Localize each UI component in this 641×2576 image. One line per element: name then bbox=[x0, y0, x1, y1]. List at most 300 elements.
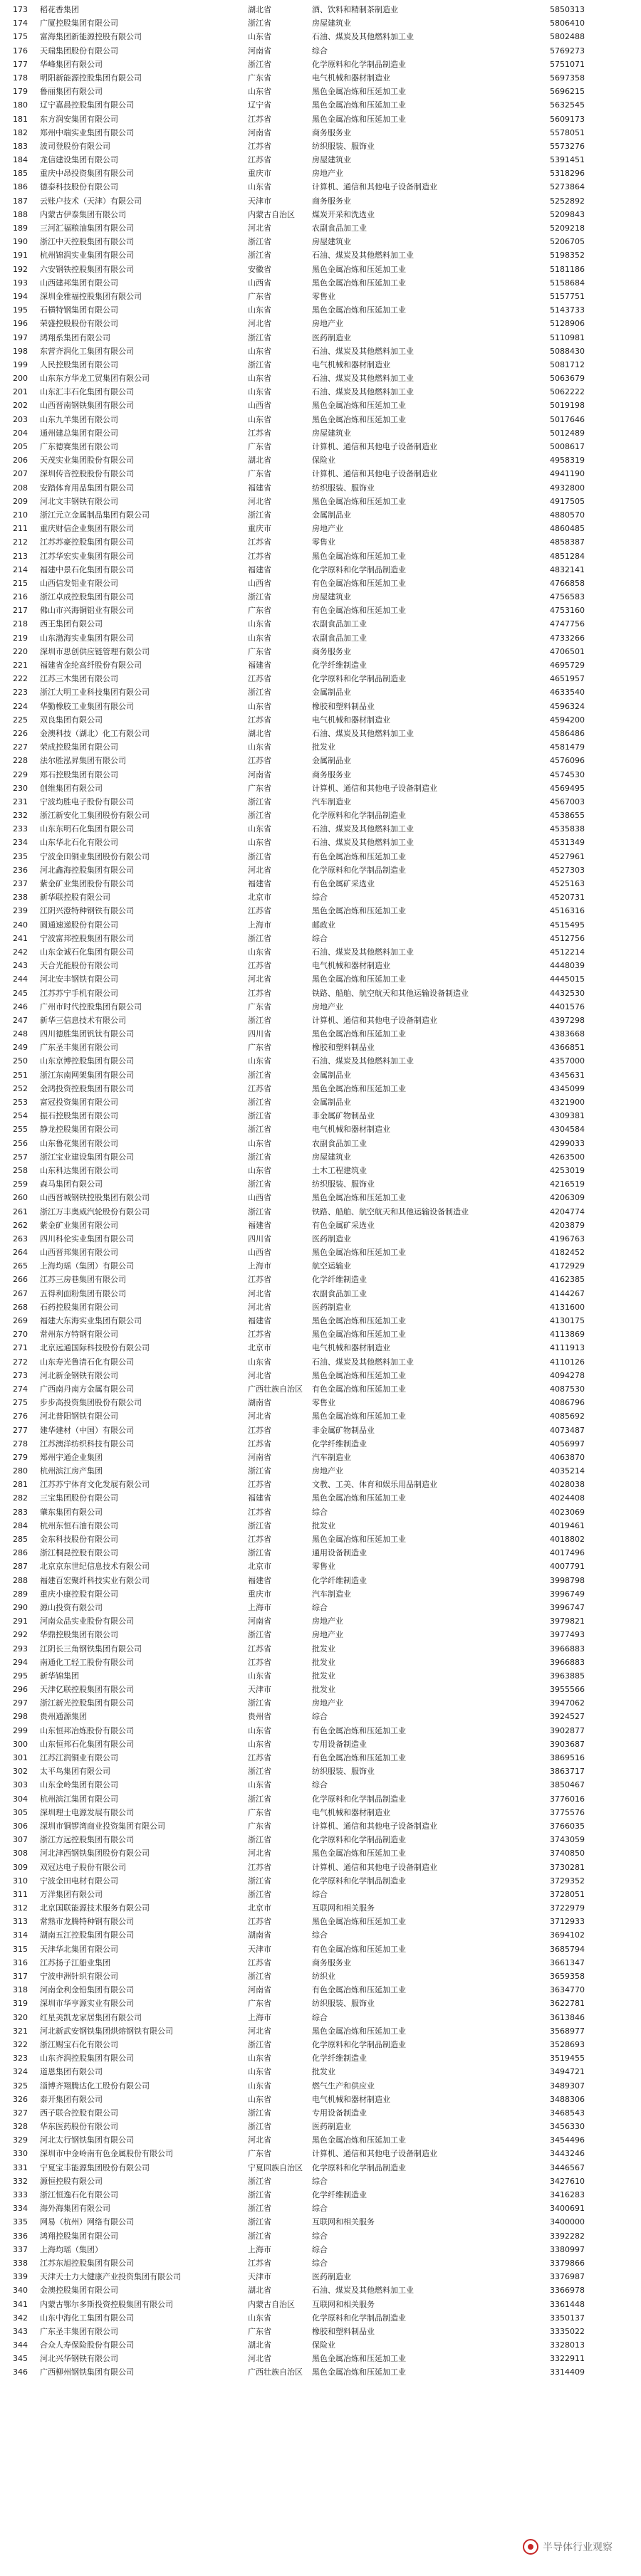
rank-cell: 292 bbox=[13, 1630, 28, 1640]
industry-cell: 黑色金属冶炼和压延加工业 bbox=[312, 305, 406, 315]
table-row bbox=[13, 1587, 630, 1601]
rank-cell: 326 bbox=[13, 2094, 28, 2104]
table-row bbox=[13, 2256, 630, 2270]
company-name-cell: 东营齐润化工集团有限公司 bbox=[40, 346, 134, 356]
province-cell: 浙江省 bbox=[248, 1698, 271, 1708]
rank-cell: 233 bbox=[13, 824, 28, 834]
province-cell: 山东省 bbox=[248, 414, 271, 424]
revenue-cell: 5209843 bbox=[550, 209, 585, 219]
industry-cell: 农副食品加工业 bbox=[312, 1138, 367, 1148]
table-row bbox=[13, 1082, 630, 1095]
revenue-cell: 4520731 bbox=[550, 893, 585, 903]
province-cell: 山西省 bbox=[248, 401, 271, 411]
rank-cell: 262 bbox=[13, 1220, 28, 1230]
table-row bbox=[13, 1915, 630, 1928]
industry-cell: 纺织服装、服饰业 bbox=[312, 141, 375, 151]
industry-cell: 有色金属冶炼和压延加工业 bbox=[312, 578, 406, 588]
rank-cell: 185 bbox=[13, 169, 28, 179]
industry-cell: 煤炭开采和洗选业 bbox=[312, 209, 375, 219]
table-row bbox=[13, 2188, 630, 2202]
company-name-cell: 河北新金钢铁有限公司 bbox=[40, 1370, 118, 1380]
rank-cell: 196 bbox=[13, 319, 28, 329]
company-name-cell: 深圳市铜锣湾商业投资集团有限公司 bbox=[40, 1821, 165, 1831]
table-row bbox=[13, 1314, 630, 1328]
province-cell: 浙江省 bbox=[248, 1125, 271, 1135]
industry-cell: 商务服务业 bbox=[312, 1957, 351, 1967]
table-row bbox=[13, 1409, 630, 1423]
company-name-cell: 杭州滨江集团有限公司 bbox=[40, 1794, 118, 1804]
company-name-cell: 江苏三房巷集团有限公司 bbox=[40, 1275, 126, 1285]
province-cell: 山东省 bbox=[248, 1671, 271, 1681]
table-row bbox=[13, 1928, 630, 1942]
industry-cell: 土木工程建筑业 bbox=[312, 1165, 367, 1175]
table-row bbox=[13, 248, 630, 262]
province-cell: 山西省 bbox=[248, 1193, 271, 1203]
table-row bbox=[13, 1137, 630, 1150]
province-cell: 河北省 bbox=[248, 1411, 271, 1421]
revenue-cell: 5609173 bbox=[550, 114, 585, 124]
company-name-cell: 福建大东海实业集团有限公司 bbox=[40, 1316, 142, 1325]
revenue-cell: 4860485 bbox=[550, 524, 585, 534]
company-name-cell: 静龙控股集团有限公司 bbox=[40, 1125, 118, 1135]
company-name-cell: 浙江赐宝石化有限公司 bbox=[40, 2039, 118, 2049]
company-name-cell: 河北太行钢铁集团有限公司 bbox=[40, 2135, 134, 2145]
company-name-cell: 深圳金雅福控股集团有限公司 bbox=[40, 291, 142, 301]
company-name-cell: 山东科达集团有限公司 bbox=[40, 1165, 118, 1175]
table-row bbox=[13, 754, 630, 767]
rank-cell: 287 bbox=[13, 1562, 28, 1572]
company-name-cell: 山西信发铝业有限公司 bbox=[40, 578, 118, 588]
province-cell: 河北省 bbox=[248, 2135, 271, 2145]
rank-cell: 335 bbox=[13, 2217, 28, 2227]
table-row bbox=[13, 890, 630, 904]
industry-cell: 电气机械和器材制造业 bbox=[312, 961, 390, 971]
province-cell: 江苏省 bbox=[248, 1535, 271, 1544]
company-name-cell: 浙江桐昆控股有限公司 bbox=[40, 1548, 118, 1558]
industry-cell: 纺织服装、服饰业 bbox=[312, 1767, 375, 1777]
rank-cell: 236 bbox=[13, 865, 28, 875]
company-name-cell: 淄博齐翔腾达化工股份有限公司 bbox=[40, 2081, 150, 2091]
company-name-cell: 山东京博控股集团有限公司 bbox=[40, 1056, 134, 1066]
revenue-cell: 4586486 bbox=[550, 728, 585, 738]
rank-cell: 295 bbox=[13, 1671, 28, 1681]
revenue-cell: 4445015 bbox=[550, 974, 585, 984]
revenue-cell: 4706501 bbox=[550, 646, 585, 656]
rank-cell: 309 bbox=[13, 1862, 28, 1872]
company-name-cell: 河北津西钢铁集团股份有限公司 bbox=[40, 1849, 150, 1859]
revenue-cell: 4131600 bbox=[550, 1302, 585, 1312]
company-name-cell: 万洋集团有限公司 bbox=[40, 1889, 103, 1899]
industry-cell: 综合 bbox=[312, 1507, 328, 1517]
table-row bbox=[13, 1205, 630, 1219]
rank-cell: 182 bbox=[13, 127, 28, 137]
province-cell: 福建省 bbox=[248, 879, 271, 888]
table-row bbox=[13, 194, 630, 208]
industry-cell: 电气机械和器材制造业 bbox=[312, 73, 390, 83]
table-row bbox=[13, 685, 630, 699]
table-row bbox=[13, 2298, 630, 2311]
rank-cell: 204 bbox=[13, 428, 28, 438]
province-cell: 天津市 bbox=[248, 196, 271, 206]
revenue-cell: 3863717 bbox=[550, 1767, 585, 1777]
province-cell: 湖北省 bbox=[248, 2340, 271, 2350]
revenue-cell: 3998798 bbox=[550, 1575, 585, 1585]
rank-cell: 297 bbox=[13, 1698, 28, 1708]
rank-cell: 325 bbox=[13, 2081, 28, 2091]
industry-cell: 纺织服装、服饰业 bbox=[312, 1999, 375, 2009]
province-cell: 广东省 bbox=[248, 1002, 271, 1011]
table-row bbox=[13, 413, 630, 426]
revenue-cell: 5157751 bbox=[550, 291, 585, 301]
industry-cell: 石油、煤炭及其他燃料加工业 bbox=[312, 824, 414, 834]
company-name-cell: 宁波金田电材有限公司 bbox=[40, 1876, 118, 1886]
industry-cell: 房地产业 bbox=[312, 1616, 343, 1626]
company-name-cell: 重庆财信企业集团有限公司 bbox=[40, 524, 134, 534]
company-name-cell: 泰开集团有限公司 bbox=[40, 2094, 103, 2104]
company-name-cell: 江苏苏宁手机有限公司 bbox=[40, 988, 118, 998]
table-row bbox=[13, 1696, 630, 1710]
industry-cell: 石油、煤炭及其他燃料加工业 bbox=[312, 1357, 414, 1367]
industry-cell: 房地产业 bbox=[312, 1698, 343, 1708]
table-row bbox=[13, 863, 630, 877]
industry-cell: 橡胶和塑料制品业 bbox=[312, 2326, 375, 2336]
rank-cell: 334 bbox=[13, 2204, 28, 2214]
table-row bbox=[13, 2365, 630, 2379]
revenue-cell: 5012489 bbox=[550, 428, 585, 438]
province-cell: 上海市 bbox=[248, 2244, 271, 2254]
table-row bbox=[13, 1164, 630, 1177]
table-row bbox=[13, 577, 630, 590]
province-cell: 浙江省 bbox=[248, 592, 271, 602]
company-name-cell: 江苏澳洋纺织科技有限公司 bbox=[40, 1439, 134, 1449]
revenue-cell: 4527303 bbox=[550, 865, 585, 875]
table-row bbox=[13, 2161, 630, 2175]
industry-cell: 专用设备制造业 bbox=[312, 1739, 367, 1749]
province-cell: 浙江省 bbox=[248, 1767, 271, 1777]
revenue-cell: 4596324 bbox=[550, 701, 585, 711]
table-row bbox=[13, 822, 630, 836]
table-row bbox=[13, 1819, 630, 1833]
table-row bbox=[13, 44, 630, 58]
table-row bbox=[13, 1287, 630, 1300]
company-name-cell: 广厦控股集团有限公司 bbox=[40, 19, 118, 28]
province-cell: 山东省 bbox=[248, 32, 271, 42]
industry-cell: 金属制品业 bbox=[312, 1070, 351, 1080]
company-name-cell: 华勤橡胶工业集团有限公司 bbox=[40, 701, 134, 711]
rank-cell: 243 bbox=[13, 961, 28, 971]
rank-cell: 305 bbox=[13, 1807, 28, 1817]
industry-cell: 黑色金属冶炼和压延加工业 bbox=[312, 1849, 406, 1859]
table-row bbox=[13, 508, 630, 522]
revenue-cell: 4017496 bbox=[550, 1548, 585, 1558]
company-name-cell: 新华三信息技术有限公司 bbox=[40, 1015, 126, 1025]
table-row bbox=[13, 1642, 630, 1656]
table-row bbox=[13, 1150, 630, 1164]
revenue-cell: 4130175 bbox=[550, 1316, 585, 1325]
rank-cell: 214 bbox=[13, 564, 28, 574]
industry-cell: 综合 bbox=[312, 1602, 328, 1612]
province-cell: 辽宁省 bbox=[248, 100, 271, 110]
company-name-cell: 天津华北集团有限公司 bbox=[40, 1944, 118, 1954]
industry-cell: 房屋建筑业 bbox=[312, 428, 351, 438]
province-cell: 山东省 bbox=[248, 742, 271, 752]
rank-cell: 273 bbox=[13, 1370, 28, 1380]
rank-cell: 318 bbox=[13, 1985, 28, 1995]
province-cell: 山东省 bbox=[248, 947, 271, 957]
province-cell: 北京市 bbox=[248, 893, 271, 903]
company-name-cell: 法尔胜泓昇集团有限公司 bbox=[40, 756, 126, 766]
company-name-cell: 贵州通源集团 bbox=[40, 1712, 87, 1722]
table-row bbox=[13, 1901, 630, 1915]
table-row bbox=[13, 276, 630, 290]
revenue-cell: 3361448 bbox=[550, 2299, 585, 2309]
revenue-cell: 4024408 bbox=[550, 1493, 585, 1503]
revenue-cell: 3335022 bbox=[550, 2326, 585, 2336]
table-row bbox=[13, 2038, 630, 2051]
province-cell: 山东省 bbox=[248, 2081, 271, 2091]
province-cell: 福建省 bbox=[248, 1575, 271, 1585]
revenue-cell: 4304584 bbox=[550, 1125, 585, 1135]
industry-cell: 有色金属冶炼和压延加工业 bbox=[312, 1725, 406, 1735]
revenue-cell: 3996749 bbox=[550, 1589, 585, 1599]
revenue-cell: 5391451 bbox=[550, 155, 585, 165]
province-cell: 福建省 bbox=[248, 564, 271, 574]
revenue-cell: 5318296 bbox=[550, 169, 585, 179]
table-row bbox=[13, 1970, 630, 1983]
company-name-cell: 浙江东南网架集团有限公司 bbox=[40, 1070, 134, 1080]
revenue-cell: 5806410 bbox=[550, 19, 585, 28]
industry-cell: 铁路、船舶、航空航天和其他运输设备制造业 bbox=[312, 988, 469, 998]
province-cell: 福建省 bbox=[248, 1493, 271, 1503]
rank-cell: 338 bbox=[13, 2258, 28, 2268]
company-name-cell: 山东恒邦冶炼股份有限公司 bbox=[40, 1725, 134, 1735]
province-cell: 江苏省 bbox=[248, 551, 271, 561]
rank-cell: 268 bbox=[13, 1302, 28, 1312]
rank-cell: 178 bbox=[13, 73, 28, 83]
industry-cell: 橡胶和塑料制品业 bbox=[312, 701, 375, 711]
province-cell: 浙江省 bbox=[248, 1835, 271, 1845]
province-cell: 江苏省 bbox=[248, 537, 271, 547]
table-row bbox=[13, 58, 630, 71]
province-cell: 江苏省 bbox=[248, 1657, 271, 1667]
industry-cell: 黑色金属冶炼和压延加工业 bbox=[312, 278, 406, 288]
province-cell: 江苏省 bbox=[248, 1862, 271, 1872]
province-cell: 河北省 bbox=[248, 865, 271, 875]
revenue-cell: 3685794 bbox=[550, 1944, 585, 1954]
province-cell: 广西壮族自治区 bbox=[248, 2367, 303, 2377]
industry-cell: 批发业 bbox=[312, 742, 335, 752]
table-row bbox=[13, 1491, 630, 1505]
province-cell: 浙江省 bbox=[248, 1794, 271, 1804]
province-cell: 浙江省 bbox=[248, 237, 271, 247]
company-name-cell: 通州建总集团有限公司 bbox=[40, 428, 118, 438]
industry-cell: 零售业 bbox=[312, 1562, 335, 1572]
province-cell: 安徽省 bbox=[248, 264, 271, 274]
company-name-cell: 重庆小康控股有限公司 bbox=[40, 1589, 118, 1599]
industry-cell: 综合 bbox=[312, 1889, 328, 1899]
province-cell: 江苏省 bbox=[248, 1439, 271, 1449]
revenue-cell: 4535838 bbox=[550, 824, 585, 834]
table-row bbox=[13, 3, 630, 16]
province-cell: 内蒙古自治区 bbox=[248, 2299, 295, 2309]
rank-cell: 188 bbox=[13, 209, 28, 219]
province-cell: 江苏省 bbox=[248, 114, 271, 124]
revenue-cell: 4527961 bbox=[550, 851, 585, 861]
rank-cell: 255 bbox=[13, 1125, 28, 1135]
industry-cell: 计算机、通信和其他电子设备制造业 bbox=[312, 442, 437, 451]
company-name-cell: 德泰科技股份有限公司 bbox=[40, 182, 118, 192]
revenue-cell: 5578051 bbox=[550, 127, 585, 137]
province-cell: 河南省 bbox=[248, 46, 271, 56]
table-row bbox=[13, 850, 630, 863]
company-name-cell: 东方润安集团有限公司 bbox=[40, 114, 118, 124]
table-row bbox=[13, 1560, 630, 1573]
rank-cell: 277 bbox=[13, 1425, 28, 1435]
industry-cell: 黑色金属冶炼和压延加工业 bbox=[312, 2354, 406, 2364]
province-cell: 山东省 bbox=[248, 2054, 271, 2064]
company-name-cell: 山东渤海实业集团有限公司 bbox=[40, 633, 134, 643]
revenue-cell: 3775576 bbox=[550, 1807, 585, 1817]
industry-cell: 橡胶和塑料制品业 bbox=[312, 1043, 375, 1053]
revenue-cell: 4512214 bbox=[550, 947, 585, 957]
province-cell: 河北省 bbox=[248, 224, 271, 233]
rank-cell: 197 bbox=[13, 332, 28, 342]
rank-cell: 337 bbox=[13, 2244, 28, 2254]
province-cell: 山东省 bbox=[248, 701, 271, 711]
table-row bbox=[13, 1505, 630, 1519]
table-row bbox=[13, 1396, 630, 1409]
industry-cell: 化学原料和化学制品制造业 bbox=[312, 2162, 406, 2172]
company-name-cell: 广东德赛集团有限公司 bbox=[40, 442, 118, 451]
industry-cell: 电气机械和器材制造业 bbox=[312, 359, 390, 369]
revenue-cell: 4018802 bbox=[550, 1535, 585, 1544]
rank-cell: 177 bbox=[13, 59, 28, 69]
company-name-cell: 石横特钢集团有限公司 bbox=[40, 305, 118, 315]
province-cell: 河南省 bbox=[248, 1616, 271, 1626]
industry-cell: 有色金属矿采选业 bbox=[312, 1220, 375, 1230]
revenue-cell: 4733266 bbox=[550, 633, 585, 643]
industry-cell: 有色金属冶炼和压延加工业 bbox=[312, 1944, 406, 1954]
revenue-cell: 3314409 bbox=[550, 2367, 585, 2377]
province-cell: 河北省 bbox=[248, 1849, 271, 1859]
industry-cell: 房屋建筑业 bbox=[312, 237, 351, 247]
rank-cell: 296 bbox=[13, 1685, 28, 1695]
company-name-cell: 浙江元立金属制品集团有限公司 bbox=[40, 510, 150, 520]
table-row bbox=[13, 1874, 630, 1888]
rank-cell: 211 bbox=[13, 524, 28, 534]
revenue-cell: 5110981 bbox=[550, 332, 585, 342]
table-row bbox=[13, 495, 630, 508]
table-row bbox=[13, 904, 630, 918]
province-cell: 山东省 bbox=[248, 619, 271, 629]
table-row bbox=[13, 1341, 630, 1355]
province-cell: 湖北省 bbox=[248, 5, 271, 14]
rank-cell: 190 bbox=[13, 237, 28, 247]
industry-cell: 商务服务业 bbox=[312, 646, 351, 656]
company-name-cell: 浙江宝业建设集团有限公司 bbox=[40, 1152, 134, 1162]
rank-cell: 245 bbox=[13, 988, 28, 998]
industry-cell: 黑色金属冶炼和压延加工业 bbox=[312, 87, 406, 97]
industry-cell: 化学原料和化学制品制造业 bbox=[312, 674, 406, 684]
rank-cell: 220 bbox=[13, 646, 28, 656]
watermark-text: 半导体行业观察 bbox=[543, 2542, 613, 2553]
table-row bbox=[13, 2133, 630, 2147]
company-name-cell: 河北兴华钢铁有限公司 bbox=[40, 2354, 118, 2364]
company-name-cell: 佛山市兴海铜铝业有限公司 bbox=[40, 606, 134, 616]
rank-cell: 248 bbox=[13, 1029, 28, 1039]
company-name-cell: 深圳市中金岭南有色金属股份有限公司 bbox=[40, 2149, 173, 2159]
company-name-cell: 山西晋邦集团有限公司 bbox=[40, 1248, 118, 1258]
province-cell: 浙江省 bbox=[248, 2204, 271, 2214]
revenue-cell: 3328013 bbox=[550, 2340, 585, 2350]
rank-cell: 298 bbox=[13, 1712, 28, 1722]
industry-cell: 商务服务业 bbox=[312, 769, 351, 779]
table-row bbox=[13, 1833, 630, 1846]
industry-cell: 黑色金属冶炼和压延加工业 bbox=[312, 1029, 406, 1039]
industry-cell: 批发业 bbox=[312, 2067, 335, 2077]
table-row bbox=[13, 453, 630, 467]
table-row bbox=[13, 795, 630, 809]
province-cell: 江苏省 bbox=[248, 674, 271, 684]
province-cell: 山东省 bbox=[248, 2067, 271, 2077]
rank-cell: 231 bbox=[13, 797, 28, 806]
rank-cell: 216 bbox=[13, 592, 28, 602]
rank-cell: 205 bbox=[13, 442, 28, 451]
table-row bbox=[13, 2147, 630, 2160]
industry-cell: 综合 bbox=[312, 2012, 328, 2022]
table-row bbox=[13, 877, 630, 890]
company-name-cell: 山东中海化工集团有限公司 bbox=[40, 2313, 134, 2323]
province-cell: 山东省 bbox=[248, 1056, 271, 1066]
industry-cell: 医药制造业 bbox=[312, 1302, 351, 1312]
rank-cell: 258 bbox=[13, 1165, 28, 1175]
revenue-cell: 4216519 bbox=[550, 1179, 585, 1189]
table-row bbox=[13, 563, 630, 577]
company-name-cell: 西子联合控股有限公司 bbox=[40, 2108, 118, 2118]
rank-cell: 226 bbox=[13, 728, 28, 738]
rank-cell: 191 bbox=[13, 251, 28, 261]
province-cell: 浙江省 bbox=[248, 1972, 271, 1981]
industry-cell: 互联网和相关服务 bbox=[312, 2299, 375, 2309]
company-name-cell: 金澳科技（湖北）化工有限公司 bbox=[40, 728, 150, 738]
revenue-cell: 4366851 bbox=[550, 1043, 585, 1053]
rank-cell: 186 bbox=[13, 182, 28, 192]
rank-cell: 345 bbox=[13, 2354, 28, 2364]
rank-cell: 310 bbox=[13, 1876, 28, 1886]
table-row bbox=[13, 221, 630, 235]
revenue-cell: 4383668 bbox=[550, 1029, 585, 1039]
industry-cell: 黑色金属冶炼和压延加工业 bbox=[312, 2026, 406, 2036]
industry-cell: 金属制品业 bbox=[312, 510, 351, 520]
province-cell: 浙江省 bbox=[248, 2190, 271, 2199]
table-row bbox=[13, 303, 630, 317]
table-row bbox=[13, 2011, 630, 2024]
industry-cell: 计算机、通信和其他电子设备制造业 bbox=[312, 783, 437, 793]
rank-cell: 332 bbox=[13, 2176, 28, 2186]
table-row bbox=[13, 1683, 630, 1696]
industry-cell: 汽车制造业 bbox=[312, 1589, 351, 1599]
industry-cell: 综合 bbox=[312, 2176, 328, 2186]
industry-cell: 有色金属冶炼和压延加工业 bbox=[312, 1384, 406, 1394]
table-row bbox=[13, 2106, 630, 2120]
table-row bbox=[13, 1464, 630, 1478]
rank-cell: 234 bbox=[13, 838, 28, 848]
company-name-cell: 广西柳州钢铁集团有限公司 bbox=[40, 2367, 134, 2377]
industry-cell: 计算机、通信和其他电子设备制造业 bbox=[312, 1821, 437, 1831]
company-name-cell: 云账户技术（天津）有限公司 bbox=[40, 196, 142, 206]
company-name-cell: 湖南五江控股集团有限公司 bbox=[40, 1930, 134, 1940]
revenue-cell: 3776016 bbox=[550, 1794, 585, 1804]
